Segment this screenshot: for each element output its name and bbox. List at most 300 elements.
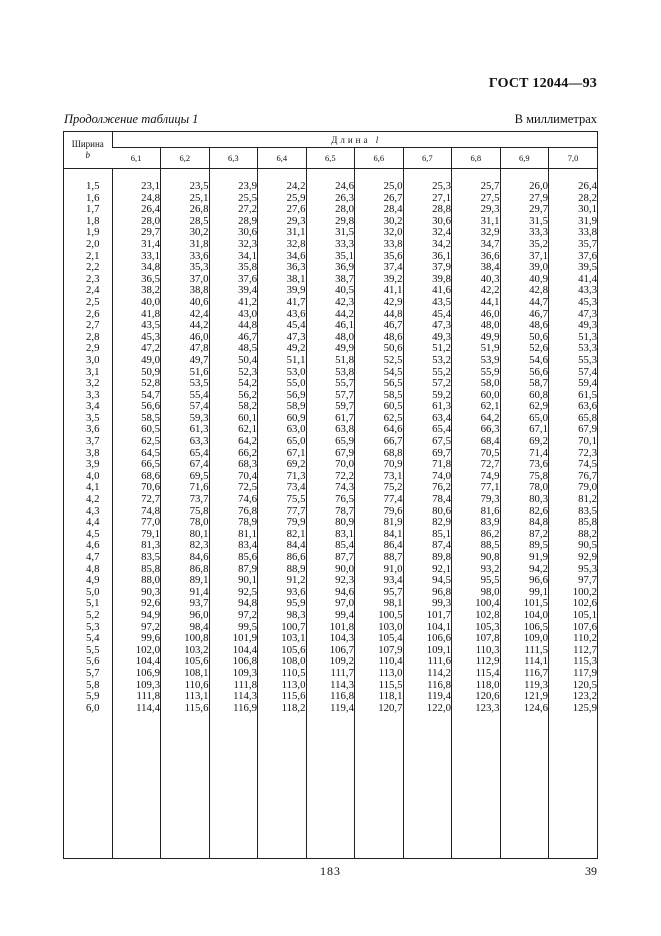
area-cell: 53,0 xyxy=(258,367,307,379)
area-cell: 53,8 xyxy=(306,367,355,379)
area-cell: 110,2 xyxy=(549,633,598,645)
area-cell: 45,4 xyxy=(403,309,452,321)
area-cell: 29,3 xyxy=(452,204,501,216)
area-cell: 42,4 xyxy=(161,309,210,321)
area-cell: 60,8 xyxy=(500,390,549,402)
area-cell: 95,9 xyxy=(258,598,307,610)
area-cell: 93,6 xyxy=(258,587,307,599)
area-cell: 54,5 xyxy=(355,367,404,379)
width-cell: 4,4 xyxy=(86,516,100,529)
area-cell: 44,8 xyxy=(355,309,404,321)
area-cell: 41,8 xyxy=(112,309,161,321)
area-cell: 83,5 xyxy=(112,552,161,564)
area-cell: 102,6 xyxy=(549,598,598,610)
area-cell: 105,4 xyxy=(355,633,404,645)
area-cell: 82,9 xyxy=(403,517,452,529)
width-cell: 4,8 xyxy=(86,562,100,575)
area-cell: 35,8 xyxy=(209,262,258,274)
area-cell: 88,5 xyxy=(452,540,501,552)
area-cell: 73,4 xyxy=(258,482,307,494)
area-cell: 72,2 xyxy=(306,471,355,483)
area-cell: 96,8 xyxy=(403,587,452,599)
area-cell: 68,4 xyxy=(452,436,501,448)
area-cell: 60,1 xyxy=(209,413,258,425)
area-cell: 81,1 xyxy=(209,529,258,541)
area-cell: 105,6 xyxy=(258,645,307,657)
area-cell: 49,3 xyxy=(549,320,598,332)
width-cell: 2,3 xyxy=(86,272,100,285)
table-row xyxy=(64,355,597,367)
area-cell: 57,4 xyxy=(161,401,210,413)
area-cell: 26,4 xyxy=(112,204,161,216)
table-row xyxy=(64,633,597,645)
area-cell: 88,0 xyxy=(112,575,161,587)
area-cell: 58,5 xyxy=(112,413,161,425)
area-cell: 87,7 xyxy=(306,552,355,564)
area-cell: 104,4 xyxy=(209,645,258,657)
area-cell: 46,7 xyxy=(500,309,549,321)
width-cell: 3,1 xyxy=(86,365,100,378)
area-cell: 26,0 xyxy=(500,181,549,193)
area-cell: 118,2 xyxy=(258,703,307,715)
area-cell: 51,6 xyxy=(161,367,210,379)
document-code: ГОСТ 12044—93 xyxy=(488,76,597,91)
table-row xyxy=(64,262,597,274)
width-cell: 2,0 xyxy=(86,237,100,250)
area-cell: 37,9 xyxy=(403,262,452,274)
area-cell: 67,1 xyxy=(500,424,549,436)
length-group-header xyxy=(112,132,597,148)
area-cell: 28,5 xyxy=(161,216,210,228)
area-cell: 94,2 xyxy=(500,564,549,576)
area-cell: 49,9 xyxy=(452,332,501,344)
table-continuation-caption: Продолжение таблицы 1 xyxy=(64,112,199,126)
area-cell: 99,4 xyxy=(306,610,355,622)
dimensions-table-frame xyxy=(63,131,598,859)
area-cell: 49,0 xyxy=(112,355,161,367)
area-cell: 69,2 xyxy=(258,459,307,471)
area-cell: 59,4 xyxy=(549,378,598,390)
area-cell: 83,5 xyxy=(549,506,598,518)
area-cell: 60,9 xyxy=(258,413,307,425)
area-cell: 67,9 xyxy=(549,424,598,436)
area-cell: 41,2 xyxy=(209,297,258,309)
area-cell: 39,8 xyxy=(403,274,452,286)
area-cell: 109,1 xyxy=(403,645,452,657)
area-cell: 115,5 xyxy=(355,680,404,692)
area-cell: 30,6 xyxy=(403,216,452,228)
area-cell: 26,7 xyxy=(355,193,404,205)
area-cell: 107,9 xyxy=(355,645,404,657)
area-cell: 78,0 xyxy=(500,482,549,494)
area-cell: 27,1 xyxy=(403,193,452,205)
area-cell: 31,1 xyxy=(452,216,501,228)
area-cell: 99,3 xyxy=(403,598,452,610)
area-cell: 65,0 xyxy=(500,413,549,425)
area-cell: 31,1 xyxy=(258,227,307,239)
area-cell: 69,5 xyxy=(161,471,210,483)
area-cell: 36,3 xyxy=(258,262,307,274)
area-cell: 109,3 xyxy=(209,668,258,680)
area-cell: 74,3 xyxy=(306,482,355,494)
table-row xyxy=(64,436,597,448)
area-cell: 101,7 xyxy=(403,610,452,622)
area-cell: 24,8 xyxy=(112,193,161,205)
width-cell: 2,7 xyxy=(86,319,100,332)
area-cell: 96,6 xyxy=(500,575,549,587)
area-cell: 46,7 xyxy=(209,332,258,344)
area-cell: 61,3 xyxy=(403,401,452,413)
area-cell: 36,5 xyxy=(112,274,161,286)
area-cell: 48,5 xyxy=(209,343,258,355)
area-cell: 29,7 xyxy=(112,227,161,239)
area-cell: 30,2 xyxy=(161,227,210,239)
area-cell: 106,9 xyxy=(112,668,161,680)
area-cell: 56,5 xyxy=(355,378,404,390)
area-cell: 43,0 xyxy=(209,309,258,321)
area-cell: 110,6 xyxy=(161,680,210,692)
area-cell: 62,9 xyxy=(500,401,549,413)
area-cell: 55,3 xyxy=(549,355,598,367)
table-row xyxy=(64,494,597,506)
area-cell: 76,5 xyxy=(306,494,355,506)
sheet-number: 183 xyxy=(320,864,341,878)
width-cell: 2,9 xyxy=(86,342,100,355)
area-cell: 71,8 xyxy=(403,459,452,471)
area-cell: 34,6 xyxy=(258,251,307,263)
area-cell: 71,3 xyxy=(258,471,307,483)
table-row xyxy=(64,378,597,390)
area-cell: 40,6 xyxy=(161,297,210,309)
area-cell: 56,2 xyxy=(209,390,258,402)
area-cell: 109,2 xyxy=(306,656,355,668)
area-cell: 105,3 xyxy=(452,622,501,634)
area-cell: 95,3 xyxy=(549,564,598,576)
area-cell: 28,9 xyxy=(209,216,258,228)
area-cell: 64,5 xyxy=(112,448,161,460)
area-cell: 104,3 xyxy=(306,633,355,645)
area-cell: 58,5 xyxy=(355,390,404,402)
area-cell: 81,6 xyxy=(452,506,501,518)
area-cell: 26,4 xyxy=(549,181,598,193)
area-cell: 82,3 xyxy=(161,540,210,552)
area-cell: 92,1 xyxy=(403,564,452,576)
area-cell: 97,2 xyxy=(209,610,258,622)
area-cell: 43,3 xyxy=(549,285,598,297)
area-cell: 29,3 xyxy=(258,216,307,228)
area-cell: 44,8 xyxy=(209,320,258,332)
area-cell: 90,8 xyxy=(452,552,501,564)
area-cell: 63,4 xyxy=(403,413,452,425)
area-cell: 70,1 xyxy=(549,436,598,448)
area-cell: 31,9 xyxy=(549,216,598,228)
area-cell: 50,6 xyxy=(500,332,549,344)
area-cell: 63,6 xyxy=(549,401,598,413)
length-column-header: 6,5 xyxy=(306,148,355,169)
area-cell: 35,1 xyxy=(306,251,355,263)
area-cell: 92,3 xyxy=(306,575,355,587)
area-cell: 117,9 xyxy=(549,668,598,680)
area-cell: 41,7 xyxy=(258,297,307,309)
area-cell: 86,6 xyxy=(258,552,307,564)
area-cell: 46,0 xyxy=(161,332,210,344)
length-column-header: 6,9 xyxy=(500,148,549,169)
area-cell: 91,4 xyxy=(161,587,210,599)
length-column-header: 6,8 xyxy=(452,148,501,169)
area-cell: 32,8 xyxy=(258,239,307,251)
area-cell: 63,3 xyxy=(161,436,210,448)
area-cell: 32,4 xyxy=(403,227,452,239)
area-cell: 37,6 xyxy=(209,274,258,286)
area-cell: 35,2 xyxy=(500,239,549,251)
area-cell: 39,2 xyxy=(355,274,404,286)
area-cell: 114,4 xyxy=(112,703,161,715)
area-cell: 111,7 xyxy=(306,668,355,680)
area-cell: 62,1 xyxy=(209,424,258,436)
area-cell: 53,3 xyxy=(549,343,598,355)
area-cell: 61,5 xyxy=(549,390,598,402)
area-cell: 37,1 xyxy=(500,251,549,263)
width-column-header xyxy=(64,132,112,169)
area-cell: 52,6 xyxy=(500,343,549,355)
width-cell: 1,5 xyxy=(86,180,100,192)
area-cell: 34,7 xyxy=(452,239,501,251)
area-cell: 37,4 xyxy=(355,262,404,274)
area-cell: 36,1 xyxy=(403,251,452,263)
area-cell: 53,5 xyxy=(161,378,210,390)
area-cell: 55,7 xyxy=(306,378,355,390)
area-cell: 45,3 xyxy=(112,332,161,344)
area-cell: 40,9 xyxy=(500,274,549,286)
area-cell: 65,8 xyxy=(549,413,598,425)
area-cell: 25,0 xyxy=(355,181,404,193)
width-cell: 4,3 xyxy=(86,504,100,517)
area-cell: 104,4 xyxy=(112,656,161,668)
area-cell: 106,8 xyxy=(209,656,258,668)
area-cell: 64,2 xyxy=(452,413,501,425)
area-cell: 28,8 xyxy=(403,204,452,216)
area-cell: 77,7 xyxy=(258,506,307,518)
area-cell: 94,9 xyxy=(112,610,161,622)
area-cell: 106,5 xyxy=(500,622,549,634)
area-cell: 113,1 xyxy=(161,691,210,703)
area-cell: 93,7 xyxy=(161,598,210,610)
area-cell: 114,3 xyxy=(306,680,355,692)
area-cell: 119,4 xyxy=(306,703,355,715)
area-cell: 32,9 xyxy=(452,227,501,239)
area-cell: 38,4 xyxy=(452,262,501,274)
area-cell: 59,7 xyxy=(306,401,355,413)
area-cell: 111,5 xyxy=(500,645,549,657)
area-cell: 101,9 xyxy=(209,633,258,645)
area-cell: 84,1 xyxy=(355,529,404,541)
area-cell: 48,6 xyxy=(355,332,404,344)
area-cell: 88,2 xyxy=(549,529,598,541)
area-cell: 58,2 xyxy=(209,401,258,413)
area-cell: 95,5 xyxy=(452,575,501,587)
area-cell: 75,5 xyxy=(258,494,307,506)
area-cell: 35,7 xyxy=(549,239,598,251)
area-cell: 74,6 xyxy=(209,494,258,506)
area-cell: 78,7 xyxy=(306,506,355,518)
area-cell: 94,5 xyxy=(403,575,452,587)
area-cell: 29,8 xyxy=(306,216,355,228)
area-cell: 34,2 xyxy=(403,239,452,251)
area-cell: 81,3 xyxy=(112,540,161,552)
area-cell: 45,3 xyxy=(549,297,598,309)
area-cell: 95,7 xyxy=(355,587,404,599)
area-cell: 99,1 xyxy=(500,587,549,599)
area-cell: 41,4 xyxy=(549,274,598,286)
area-cell: 45,4 xyxy=(258,320,307,332)
area-cell: 26,3 xyxy=(306,193,355,205)
area-cell: 105,1 xyxy=(549,610,598,622)
area-cell: 25,1 xyxy=(161,193,210,205)
area-cell: 61,3 xyxy=(161,424,210,436)
area-cell: 121,9 xyxy=(500,691,549,703)
area-cell: 71,6 xyxy=(161,482,210,494)
area-cell: 68,8 xyxy=(355,448,404,460)
area-cell: 81,2 xyxy=(549,494,598,506)
area-cell: 25,3 xyxy=(403,181,452,193)
area-cell: 40,0 xyxy=(112,297,161,309)
area-cell: 79,1 xyxy=(112,529,161,541)
area-cell: 77,1 xyxy=(452,482,501,494)
area-cell: 42,9 xyxy=(355,297,404,309)
area-cell: 96,0 xyxy=(161,610,210,622)
area-cell: 103,0 xyxy=(355,622,404,634)
area-cell: 90,3 xyxy=(112,587,161,599)
area-cell: 33,8 xyxy=(549,227,598,239)
area-cell: 53,9 xyxy=(452,355,501,367)
width-cell: 4,0 xyxy=(86,469,100,482)
area-cell: 101,8 xyxy=(306,622,355,634)
width-cell: 2,4 xyxy=(86,284,100,297)
area-cell: 74,5 xyxy=(549,459,598,471)
area-cell: 86,2 xyxy=(452,529,501,541)
area-cell: 72,7 xyxy=(452,459,501,471)
area-cell: 43,5 xyxy=(403,297,452,309)
width-cell: 5,8 xyxy=(86,678,100,691)
area-cell: 25,7 xyxy=(452,181,501,193)
area-cell: 118,0 xyxy=(452,680,501,692)
area-cell: 77,4 xyxy=(355,494,404,506)
area-cell: 71,4 xyxy=(500,448,549,460)
area-cell: 118,1 xyxy=(355,691,404,703)
area-cell: 44,1 xyxy=(452,297,501,309)
area-cell: 66,7 xyxy=(355,436,404,448)
width-cell: 5,7 xyxy=(86,666,100,679)
length-column-header: 6,6 xyxy=(355,148,404,169)
length-column-header: 7,0 xyxy=(549,148,598,169)
width-cell: 1,7 xyxy=(86,203,100,216)
area-cell: 119,3 xyxy=(500,680,549,692)
area-cell: 38,7 xyxy=(306,274,355,286)
area-cell: 65,4 xyxy=(403,424,452,436)
area-cell: 35,6 xyxy=(355,251,404,263)
area-cell: 70,6 xyxy=(112,482,161,494)
area-cell: 84,4 xyxy=(258,540,307,552)
area-cell: 110,5 xyxy=(258,668,307,680)
area-cell: 113,0 xyxy=(355,668,404,680)
area-cell: 32,3 xyxy=(209,239,258,251)
area-cell: 70,0 xyxy=(306,459,355,471)
area-cell: 47,3 xyxy=(549,309,598,321)
area-cell: 78,0 xyxy=(161,517,210,529)
area-cell: 72,3 xyxy=(549,448,598,460)
area-cell: 83,1 xyxy=(306,529,355,541)
area-cell: 77,0 xyxy=(112,517,161,529)
area-cell: 79,3 xyxy=(452,494,501,506)
area-cell: 85,6 xyxy=(209,552,258,564)
area-cell: 50,4 xyxy=(209,355,258,367)
area-cell: 24,6 xyxy=(306,181,355,193)
length-header-symbol: l xyxy=(375,134,379,145)
area-cell: 115,6 xyxy=(258,691,307,703)
area-cell: 39,0 xyxy=(500,262,549,274)
area-cell: 79,0 xyxy=(549,482,598,494)
width-cell: 4,7 xyxy=(86,551,100,563)
area-cell: 60,5 xyxy=(112,424,161,436)
area-cell: 87,9 xyxy=(209,564,258,576)
area-cell: 84,6 xyxy=(161,552,210,564)
area-cell: 98,0 xyxy=(452,587,501,599)
area-cell: 55,0 xyxy=(258,378,307,390)
area-cell: 44,2 xyxy=(161,320,210,332)
area-cell: 56,6 xyxy=(500,367,549,379)
width-cell: 5,1 xyxy=(86,597,100,610)
area-cell: 52,8 xyxy=(112,378,161,390)
area-cell: 122,0 xyxy=(403,703,452,715)
width-cell: 4,1 xyxy=(86,481,100,494)
area-cell: 88,9 xyxy=(258,564,307,576)
table-row xyxy=(64,610,597,622)
area-cell: 99,5 xyxy=(209,622,258,634)
area-cell: 66,3 xyxy=(452,424,501,436)
area-cell: 37,6 xyxy=(549,251,598,263)
page-number: 39 xyxy=(585,864,597,878)
area-cell: 93,2 xyxy=(452,564,501,576)
area-cell: 47,3 xyxy=(258,332,307,344)
area-cell: 24,2 xyxy=(258,181,307,193)
units-note: В миллиметрах xyxy=(514,112,597,126)
area-cell: 98,1 xyxy=(355,598,404,610)
area-cell: 88,7 xyxy=(355,552,404,564)
table-row xyxy=(64,320,597,332)
area-cell: 92,9 xyxy=(549,552,598,564)
area-cell: 116,8 xyxy=(403,680,452,692)
area-cell: 103,1 xyxy=(258,633,307,645)
area-cell: 41,1 xyxy=(355,285,404,297)
area-cell: 64,6 xyxy=(355,424,404,436)
area-cell: 31,4 xyxy=(112,239,161,251)
area-cell: 52,3 xyxy=(209,367,258,379)
area-cell: 46,1 xyxy=(306,320,355,332)
area-cell: 34,1 xyxy=(209,251,258,263)
area-cell: 115,6 xyxy=(161,703,210,715)
area-cell: 76,8 xyxy=(209,506,258,518)
area-cell: 90,1 xyxy=(209,575,258,587)
area-cell: 52,5 xyxy=(355,355,404,367)
area-cell: 40,5 xyxy=(306,285,355,297)
width-cell: 5,5 xyxy=(86,643,100,656)
area-cell: 48,0 xyxy=(306,332,355,344)
area-cell: 55,9 xyxy=(452,367,501,379)
area-cell: 40,3 xyxy=(452,274,501,286)
area-cell: 80,1 xyxy=(161,529,210,541)
area-cell: 108,1 xyxy=(161,668,210,680)
area-cell: 62,1 xyxy=(452,401,501,413)
